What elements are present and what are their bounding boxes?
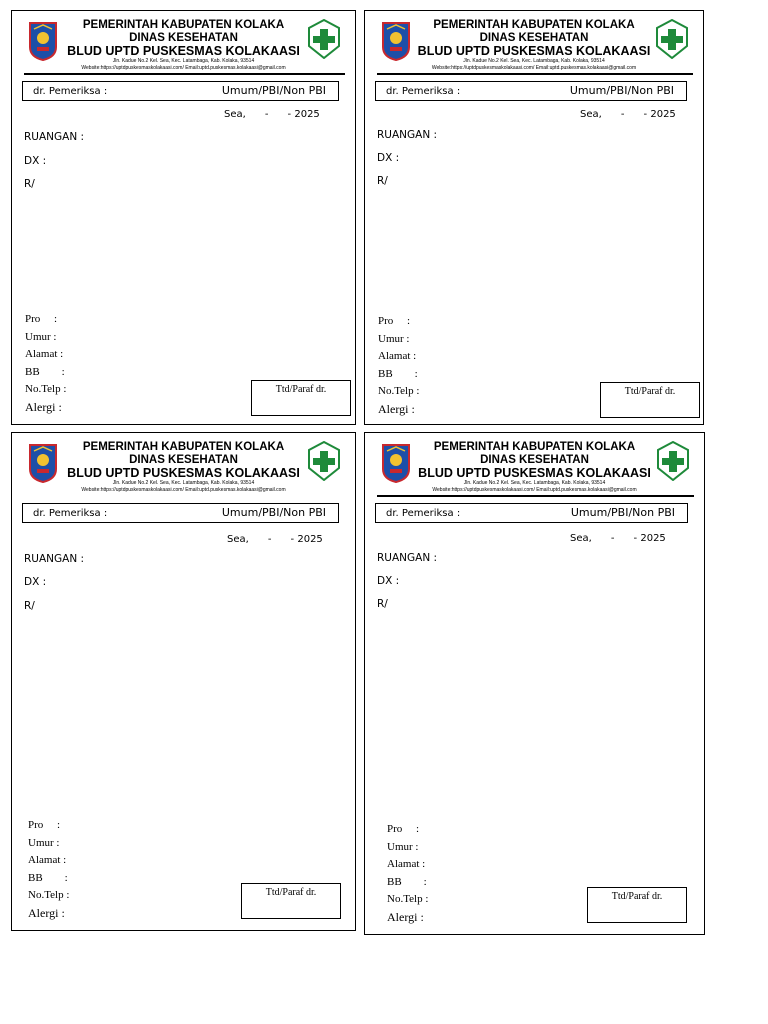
signature-box[interactable]: Ttd/Paraf dr. <box>587 887 687 923</box>
diagnosis-label: DX : <box>377 152 400 164</box>
signature-box[interactable]: Ttd/Paraf dr. <box>241 883 341 919</box>
puskesmas-cross-icon <box>656 441 690 481</box>
clinic-contact: Website:https://uptdpuskesmaskolakaasi.com/ Email:uptd.puskesmas.kolakaasi@gmail.com <box>81 487 286 493</box>
room-label: RUANGAN : <box>24 131 85 143</box>
prescription-form-4 <box>364 432 705 935</box>
clinic-contact: Website:https://uptdpuskesmaskolakaasi.com/ Email:uptd.puskesmas.kolakaasi@gmail.com <box>431 65 637 71</box>
examiner-label: dr. Pemeriksa : <box>33 508 108 519</box>
clinic-address: Jln. Kadue No.2 Kel. Sea, Kec. Latambaga, Kab. Kolaka, 93514 <box>112 58 255 64</box>
dept-name: DINAS KESEHATAN <box>479 32 589 44</box>
clinic-name: BLUD UPTD PUSKESMAS KOLAKAASI <box>67 44 300 58</box>
address-label: Alamat : <box>387 858 426 871</box>
patient-type: Umum/PBI/Non PBI <box>569 84 674 97</box>
pro-label: Pro : <box>28 819 61 831</box>
letterhead-divider <box>377 495 694 497</box>
clinic-contact: Website:https://uptdpuskesmaskolakaasi.com/ Email:uptd.puskesmas.kolakaasi@gmail.com <box>81 65 286 71</box>
room-label: RUANGAN : <box>377 129 438 141</box>
recipe-label: R/ <box>377 598 388 610</box>
allergy-label: Alergi : <box>387 909 424 924</box>
weight-label: BB : <box>28 871 68 884</box>
kolaka-regency-emblem-icon <box>28 443 58 483</box>
letterhead-text <box>417 441 652 494</box>
kolaka-regency-emblem-icon <box>381 21 411 61</box>
examiner-label: dr. Pemeriksa : <box>386 508 461 519</box>
examiner-box[interactable] <box>22 81 339 101</box>
patient-type: Umum/PBI/Non PBI <box>570 506 675 519</box>
gov-name: PEMERINTAH KABUPATEN KOLAKA <box>82 441 285 453</box>
diagnosis-label: DX : <box>24 155 47 167</box>
gov-name: PEMERINTAH KABUPATEN KOLAKA <box>433 19 635 31</box>
prescription-form-3 <box>11 432 356 931</box>
patient-info <box>25 311 66 417</box>
clinic-contact: Website:https://uptdpuskesmaskolakaasi.com/ Email:uptd.puskesmas.kolakaasi@gmail.com <box>432 487 637 493</box>
patient-type: Umum/PBI/Non PBI <box>221 84 326 97</box>
signature-box[interactable]: Ttd/Paraf dr. <box>600 382 700 418</box>
date-line: Sea, - - 2025 <box>224 109 320 120</box>
patient-type: Umum/PBI/Non PBI <box>221 506 326 519</box>
recipe-label: R/ <box>24 600 35 612</box>
recipe-label: R/ <box>377 175 388 187</box>
clinic-address: Jln. Kadue No.2 Kel. Sea, Kec. Latambaga, Kab. Kolaka, 93514 <box>112 480 255 486</box>
puskesmas-cross-icon <box>307 441 341 481</box>
date-line: Sea, - - 2025 <box>580 109 676 120</box>
examiner-label: dr. Pemeriksa : <box>386 86 461 97</box>
puskesmas-cross-icon <box>307 19 341 59</box>
clinic-name: BLUD UPTD PUSKESMAS KOLAKAASI <box>67 466 300 480</box>
clinic-name: BLUD UPTD PUSKESMAS KOLAKAASI <box>418 466 651 480</box>
clinic-address: Jln. Kadue No.2 Kel. Sea, Kec. Latambaga, Kab. Kolaka, 93514 <box>463 58 605 64</box>
examiner-box[interactable] <box>375 503 688 523</box>
letterhead-divider <box>24 73 345 75</box>
room-label: RUANGAN : <box>377 552 438 564</box>
prescription-form-2 <box>364 10 704 425</box>
examiner-box[interactable] <box>375 81 687 101</box>
examiner-box[interactable] <box>22 503 339 523</box>
dept-name: DINAS KESEHATAN <box>129 32 238 44</box>
age-label: Umur : <box>387 840 419 853</box>
room-label: RUANGAN : <box>24 553 85 565</box>
date-line: Sea, - - 2025 <box>570 533 666 544</box>
address-label: Alamat : <box>28 854 67 867</box>
letterhead-text <box>64 441 303 494</box>
letterhead-text <box>64 19 303 72</box>
dept-name: DINAS KESEHATAN <box>480 454 589 466</box>
clinic-address: Jln. Kadue No.2 Kel. Sea, Kec. Latambaga, Kab. Kolaka, 93514 <box>463 480 606 486</box>
gov-name: PEMERINTAH KABUPATEN KOLAKA <box>433 441 636 453</box>
dept-name: DINAS KESEHATAN <box>129 454 238 466</box>
letterhead-text <box>417 19 651 72</box>
date-line: Sea, - - 2025 <box>227 534 323 545</box>
letterhead <box>377 17 691 77</box>
letterhead-divider <box>377 73 693 75</box>
address-label: Alamat : <box>25 348 64 361</box>
allergy-label: Alergi : <box>25 399 62 414</box>
kolaka-regency-emblem-icon <box>381 443 411 483</box>
examiner-label: dr. Pemeriksa : <box>33 86 108 97</box>
weight-label: BB : <box>387 875 427 888</box>
letterhead <box>377 439 692 499</box>
recipe-label: R/ <box>24 178 35 190</box>
puskesmas-cross-icon <box>655 19 689 59</box>
patient-info <box>378 313 419 419</box>
diagnosis-label: DX : <box>24 576 47 588</box>
age-label: Umur : <box>25 330 57 343</box>
letterhead <box>24 17 343 77</box>
pro-label: Pro : <box>378 315 411 327</box>
phone-label: No.Telp : <box>378 385 420 398</box>
weight-label: BB : <box>378 367 418 380</box>
patient-info <box>28 817 69 923</box>
phone-label: No.Telp : <box>387 893 429 906</box>
weight-label: BB : <box>25 365 65 378</box>
gov-name: PEMERINTAH KABUPATEN KOLAKA <box>82 19 285 31</box>
prescription-form-1 <box>11 10 356 425</box>
diagnosis-label: DX : <box>377 575 400 587</box>
letterhead <box>24 439 343 499</box>
allergy-label: Alergi : <box>28 905 65 920</box>
signature-box[interactable]: Ttd/Paraf dr. <box>251 380 351 416</box>
patient-info <box>387 821 428 927</box>
age-label: Umur : <box>378 332 410 345</box>
clinic-name: BLUD UPTD PUSKESMAS KOLAKAASI <box>417 44 651 58</box>
address-label: Alamat : <box>378 350 417 363</box>
pro-label: Pro : <box>25 313 58 325</box>
allergy-label: Alergi : <box>378 401 415 416</box>
phone-label: No.Telp : <box>28 889 70 902</box>
age-label: Umur : <box>28 836 60 849</box>
pro-label: Pro : <box>387 823 420 835</box>
phone-label: No.Telp : <box>25 383 67 396</box>
kolaka-regency-emblem-icon <box>28 21 58 61</box>
